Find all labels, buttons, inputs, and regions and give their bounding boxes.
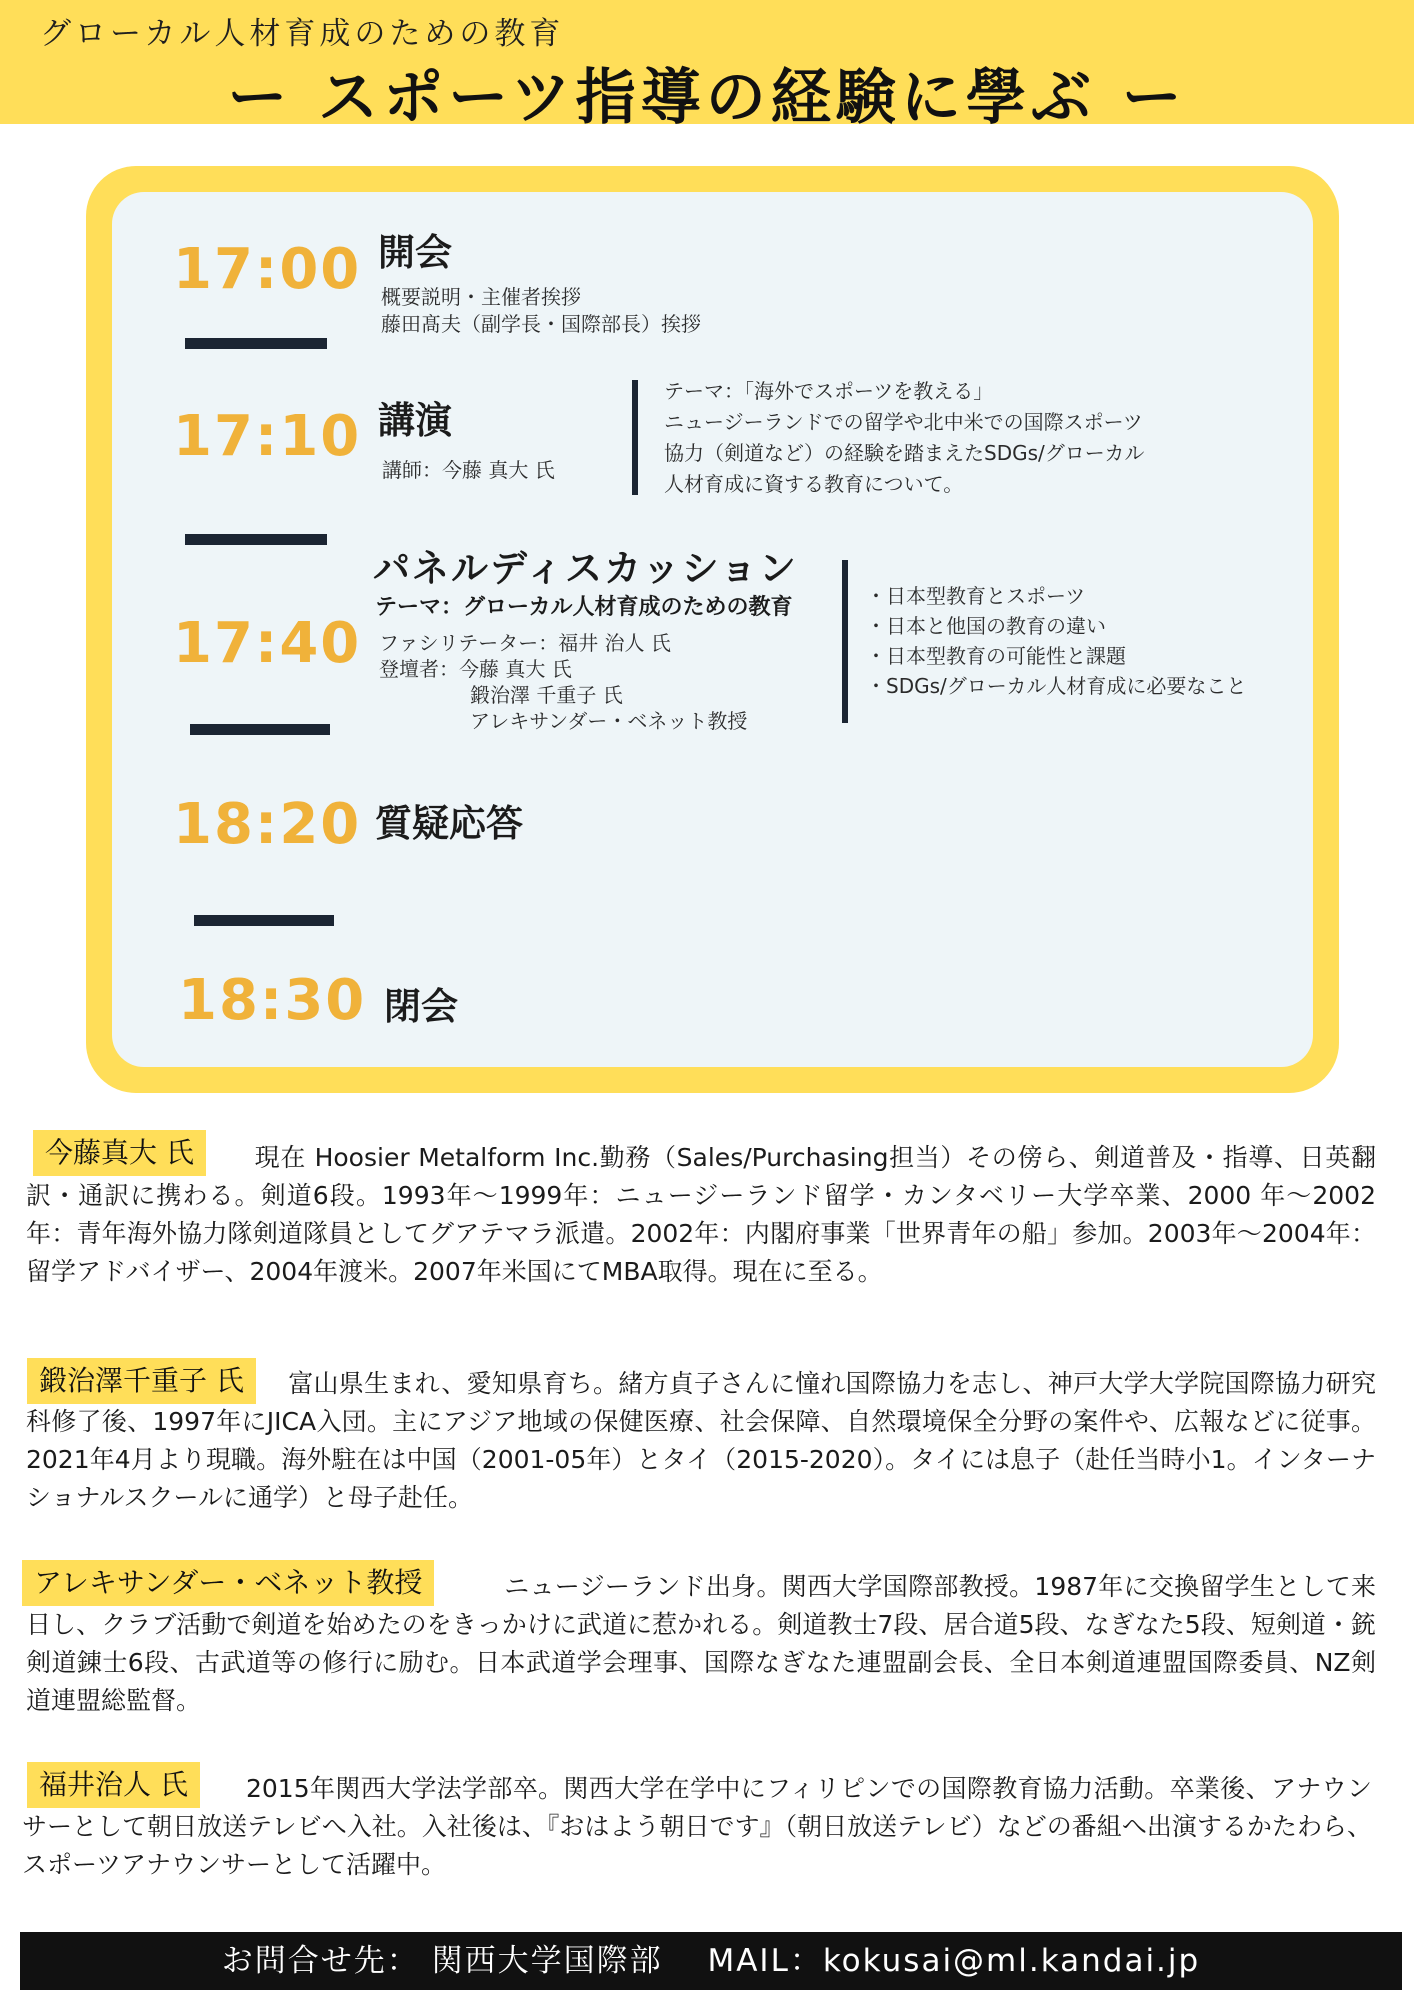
event-title: ー スポーツ指導の経験に學ぶ ー: [227, 63, 1187, 133]
panel-topic: ・日本型教育の可能性と課題: [866, 644, 1126, 668]
event-kicker: グローカル人材育成のための教育: [40, 16, 565, 52]
contact-text: お問合せ先： 関西大学国際部 MAIL：kokusai@ml.kandai.jp: [221, 1943, 1201, 1979]
bio-text-konto: [26, 1139, 1376, 1291]
opening-title: 開会: [378, 231, 452, 274]
bio-body: 現在 Hoosier Metalform Inc.勤務（Sales/Purchasing担当）その傍ら、剣道普及・指導、日英翻訳・通訳に携わる。剣道6段。1993年〜1999年：ニュージーランド留学・カンタベリー大学卒業、2000 年〜2002年：青年海外協力隊剣道隊員としてグアテマラ派遣。2002年：内閣府事業「世界青年の船」参加。2003年〜2004年：留学アドバイザー、2004年渡米。2007年米国にてMBA取得。現在に至る。: [26, 1143, 1376, 1286]
panel-panelist: 鍛治澤 千重子 氏: [470, 683, 623, 707]
header-banner: [0, 0, 1414, 133]
opening-line-1: 概要説明・主催者挨拶: [381, 285, 581, 309]
time-panel: 17:40: [173, 611, 362, 676]
bio-body: ニュージーランド出身。関西大学国際部教授。1987年に交換留学生として来日し、クラブ活動で剣道を始めたのをきっかけに武道に惹かれる。剣道教士7段、居合道5段、なぎなた5段、短剣道・銃剣道錬士6段、古武道等の修行に励む。日本武道学会理事、国際なぎなた連盟副会長、全日本剣道連盟国際委員、NZ剣道連盟総監督。: [26, 1572, 1376, 1715]
bio-text-kajisawa: [26, 1365, 1376, 1517]
lecture-detail-4: 人材育成に資する教育について。: [664, 472, 964, 496]
panel-facilitator: ファシリテーター：福井 治人 氏: [379, 631, 671, 655]
contact-footer: [20, 1932, 1402, 1990]
lecture-detail-1: テーマ：「海外でスポーツを教える」: [664, 379, 994, 403]
panel-title: パネルディスカッション: [373, 547, 798, 590]
lecture-detail-2: ニュージーランドでの留学や北中米での国際スポーツ: [664, 410, 1143, 434]
bio-text-bennett: [26, 1568, 1376, 1720]
closing-title: 閉会: [384, 985, 458, 1028]
panel-topic: ・SDGs/グローカル人材育成に必要なこと: [866, 674, 1247, 698]
opening-line-2: 藤田髙夫（副学長・国際部長）挨拶: [381, 312, 701, 336]
timeline-dash: [190, 724, 330, 735]
bio-name-kajisawa: 鍛治澤千重子 氏: [27, 1358, 256, 1404]
bio-text-fukui: [22, 1770, 1372, 1884]
timeline-dash: [194, 915, 334, 926]
time-opening: 17:00: [173, 237, 362, 302]
bio-name-fukui: 福井治人 氏: [27, 1762, 200, 1808]
lecture-detail-3: 協力（剣道など）の経験を踏まえたSDGs/グローカル: [664, 441, 1145, 465]
panel-topic: ・日本型教育とスポーツ: [866, 584, 1086, 608]
lecture-divider: [632, 380, 638, 495]
lecture-title: 講演: [378, 399, 452, 442]
bio-body: 2015年関西大学法学部卒。関西大学在学中にフィリピンでの国際教育協力活動。卒業後、アナウンサーとして朝日放送テレビへ入社。入社後は、『おはよう朝日です』（朝日放送テレビ）などの番組へ出演するかたわら、スポーツアナウンサーとして活躍中。: [22, 1774, 1372, 1879]
timeline-dash: [185, 534, 327, 545]
timeline-dash: [185, 338, 327, 349]
panel-topic: ・日本と他国の教育の違い: [866, 614, 1106, 638]
qa-title: 質疑応答: [375, 802, 523, 845]
time-lecture: 17:10: [173, 404, 362, 469]
time-closing: 18:30: [178, 968, 367, 1033]
time-qa: 18:20: [173, 792, 362, 857]
bio-name-konto: 今藤真大 氏: [33, 1130, 206, 1176]
panel-theme: テーマ：グローカル人材育成のための教育: [375, 595, 793, 620]
panel-panelist: アレキサンダー・ベネット教授: [470, 709, 748, 733]
bio-name-bennett: アレキサンダー・ベネット教授: [22, 1560, 434, 1606]
panel-panelists-label: 登壇者：今藤 真大 氏: [379, 657, 572, 681]
panel-divider: [842, 560, 848, 723]
lecture-speaker: 講師：今藤 真大 氏: [382, 458, 555, 482]
bio-body: 富山県生まれ、愛知県育ち。緒方貞子さんに憧れ国際協力を志し、神戸大学大学院国際協力研究科修了後、1997年にJICA入団。主にアジア地域の保健医療、社会保障、自然環境保全分野の案件や、広報などに従事。2021年4月より現職。海外駐在は中国（2001-05年）とタイ（2015-2020）。タイには息子（赴任当時小1。インターナショナルスクールに通学）と母子赴任。: [26, 1369, 1376, 1512]
